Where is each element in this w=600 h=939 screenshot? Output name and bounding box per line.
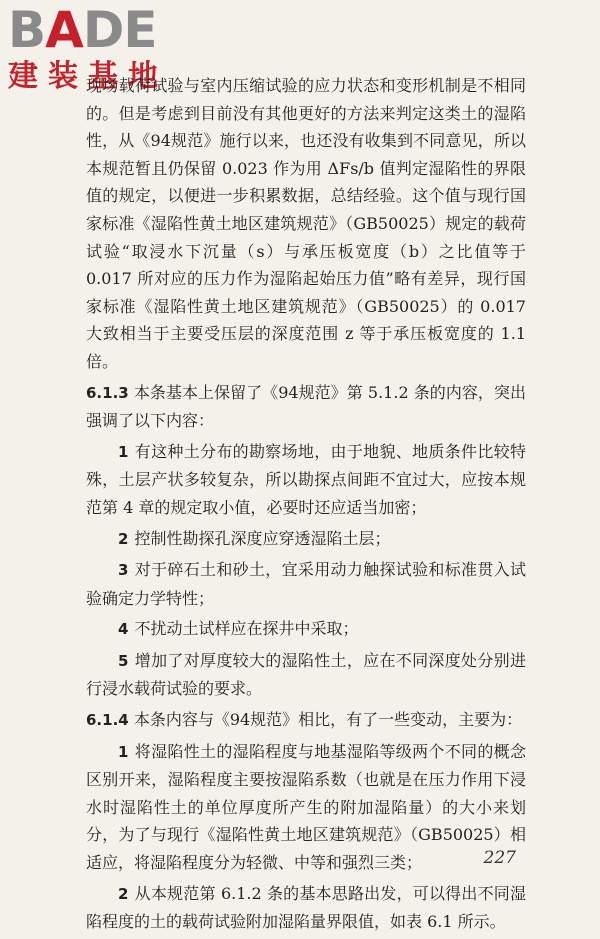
list-item [86, 738, 526, 877]
list-item-number: 3 [118, 561, 129, 580]
list-item-number: 2 [118, 529, 129, 548]
list-item [86, 525, 526, 554]
section-number: 6.1.4 [86, 711, 129, 730]
list-item [86, 880, 526, 936]
list-item [86, 556, 526, 612]
list-item [86, 438, 526, 522]
list-item-number: 4 [118, 620, 129, 639]
list-item-text: 增加了对厚度较大的湿陷性土，应在不同深度处分别进行浸水载荷试验的要求。 [86, 650, 526, 699]
list-item-text: 有这种土分布的勘察场地，由于地貌、地质条件比较特殊，土层产状多较复杂，所以勘探点间距不宜过大，应按本规范第 4 章的规定取小值，必要时还应适当加密； [86, 441, 526, 517]
list-item-text: 对于碎石土和砂土，宜采用动力触探试验和标准贯入试验确定力学特性； [86, 560, 526, 608]
logo-subtitle: 建装基地 [8, 59, 168, 94]
list-item-text: 不扰动土试样应在探井中采取； [134, 619, 359, 639]
paragraph-intro: 现场载荷试验与室内压缩试验的应力状态和变形机制是不相同的。但是考虑到目前没有其他更好的方法来判定这类土的湿陷性，从《94规范》施行以来，也还没有收集到不同意见，所以本规范暂且仍保留 0.023 作为用 ΔFs/b 值判定湿陷性的界限值的规定，以便进一步积累数据，总结经验。这个值与现行国家标准《湿陷性黄土地区建筑规范》（GB50025）规定的载荷试验“取浸水下沉量（s）与承压板宽度（b）之比值等于 0.017 所对应的压力作为湿陷起始压力值”略有差异，现行国家标准《湿陷性黄土地区建筑规范》（GB50025）的 0.017 大致相当于主要受压层的深度范围 z 等于承压板宽度的 1.1 倍。 [86, 76, 526, 371]
list-item-text: 控制性勘探孔深度应穿透湿陷土层； [134, 528, 391, 548]
logo-letter-a: A [45, 1, 83, 59]
section-6-1-3-heading [86, 379, 526, 435]
section-text: 本条内容与《94规范》相比，有了一些变动，主要为： [133, 710, 523, 730]
section-number: 6.1.3 [86, 383, 129, 402]
logo-wordmark [8, 2, 208, 58]
list-item-number: 2 [118, 884, 129, 903]
document-body [86, 72, 526, 939]
logo-letter-b: B [8, 1, 46, 59]
list-item-number: 5 [118, 651, 129, 670]
list-item-number: 1 [118, 442, 129, 461]
logo-letters-de: DE [82, 1, 157, 59]
page-number: 227 [483, 848, 516, 868]
section-6-1-4-heading [86, 706, 526, 735]
list-item-text: 从本规范第 6.1.2 条的基本思路出发，可以得出不同湿陷程度的土的载荷试验附加湿陷量界限值，如表 6.1 所示。 [86, 883, 526, 932]
list-item [86, 647, 526, 703]
list-item [86, 615, 526, 644]
list-item-number: 1 [118, 742, 129, 761]
list-item-text: 将湿陷性土的湿陷程度与地基湿陷等级两个不同的概念区别开来，湿陷程度主要按湿陷系数（也就是在压力作用下浸水时湿陷性土的单位厚度所产生的附加湿陷量）的大小来划分，为了与现行《湿陷性黄土地区建筑规范》（GB50025）相适应，将湿陷程度分为轻微、中等和强烈三类； [86, 741, 526, 873]
section-text: 本条基本上保留了《94规范》第 5.1.2 条的内容，突出强调了以下内容： [86, 382, 526, 431]
